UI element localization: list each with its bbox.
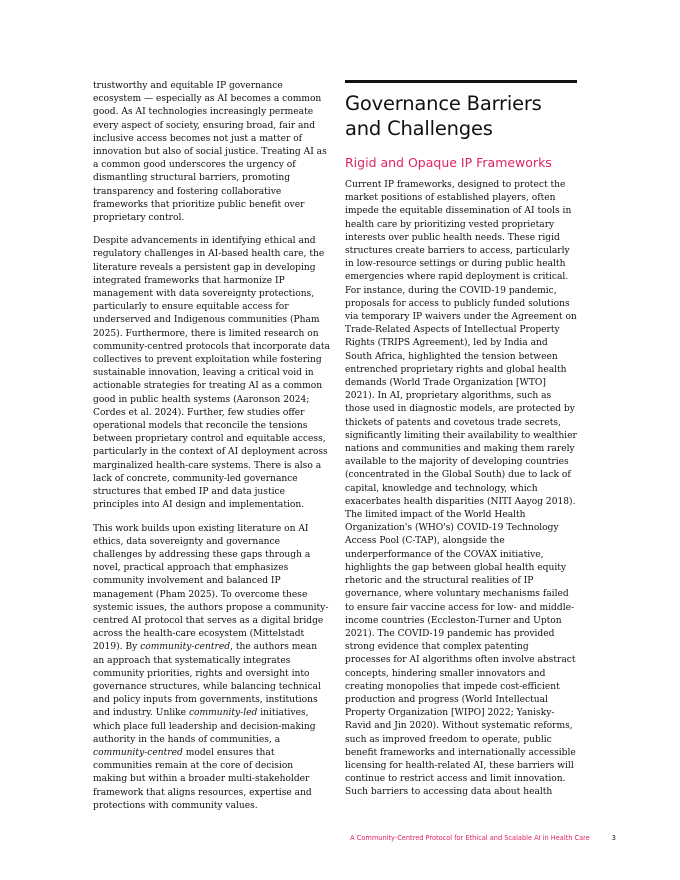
left-paragraph-3-part-d: model ensures that communities remain at the core of decision making but within a broader multi-stakeholder framework that aligns resources, expertise and protections with community values. (93, 747, 312, 811)
section-title: Governance Barriers and Challenges (345, 92, 542, 140)
section-rule (345, 80, 577, 83)
left-paragraph-2: Despite advancements in identifying ethical and regulatory challenges in AI-based health care, the literature reveals a persistent gap in developing integrated frameworks that harmonize IP management with data sovereignty protections, particularly to ensure equitable access for underserved and Indigenous communities (Pham 2025). Furthermore, there is limited research on community-centred protocols that incorporate data collectives to prevent exploitation while fostering sustainable innovation, leaving a critical void in actionable strategies for treating AI as a common good in public health systems (Aaronson 2024; Cordes et al. 2024). Further, few studies offer operational models that reconcile the tensions between proprietary control and equitable access, particularly in the context of AI deployment across marginalized health-care systems. There is also a lack of concrete, community-led governance structures that embed IP and data justice principles into AI design and implementation. (93, 236, 331, 511)
left-paragraph-3-part-a: This work builds upon existing literature on AI ethics, data sovereignty and governance challenges by addressing these gaps through a novel, practical approach that emphasizes community involvement and balanced IP management (Pham 2025). To overcome these systemic issues, the authors propose a community-centred AI protocol that serves as a digital bridge across the health-care ecosystem (Mittelstadt 2019). By (93, 523, 329, 653)
right-paragraph: Current IP frameworks, designed to protect the market positions of established players, often impede the equitable dissemination of AI tools in health care by prioritizing vested proprietary interests over public health needs. These rigid structures create barriers to access, particularly in low-resource settings or during public health emergencies where rapid deployment is critical. For instance, during the COVID-19 pandemic, proposals for access to publicly funded solutions via temporary IP waivers under the Agreement on Trade-Related Aspects of Intellectual Property Rights (TRIPS Agreement), led by India and South Africa, highlighted the tension between entrenched proprietary rights and global health demands (World Trade Organization [WTO] 2021). In AI, proprietary algorithms, such as those used in diagnostic models, are protected by thickets of patents and covetous trade secrets, significantly limiting their availability to wealthier nations and communities and making them rarely available to the majority of developing countries (concentrated in the Global South) due to lack of capital, knowledge and technology, which exacerbates health disparities (NITI Aayog 2018). The limited impact of the World Health Organization's (WHO's) COVID-19 Technology Access Pool (C-TAP), alongside the underperformance of the COVAX initiative, highlights the gap between global health equity rhetoric and the structural realities of IP governance, where voluntary mechanisms failed to ensure fair vaccine access for low- and middle-income countries (Eccleston-Turner and Upton 2021). The COVID-19 pandemic has provided strong evidence that complex patenting processes for AI algorithms often involve abstract concepts, hindering smaller innovators and creating monopolies that impede cost-efficient production and progress (World Intellectual Property Organization [WIPO] 2022; Yanisky-Ravid and Jin 2020). Without systematic reforms, such as improved freedom to operate, public benefit frameworks and internationally accessible licensing for health-related AI, these barriers will continue to restrict access and limit innovation. Such barriers to accessing data about health (345, 180, 577, 798)
left-paragraph-3-part-c: initiatives, which place full leadership and decision-making authority in the hands of communities, a (93, 708, 316, 745)
left-paragraph-3-part-b: , the authors mean an approach that systematically integrates community priorities, rights and oversight into governance structures, while balancing technical and policy inputs from governments, institutions and industry. Unlike (93, 642, 321, 719)
left-paragraph-1: trustworthy and equitable IP governance ecosystem — especially as AI becomes a common good. As AI technologies increasingly permeate every aspect of society, ensuring broad, fair and inclusive access becomes not just a matter of innovation but also of social justice. Treating AI as a common good underscores the urgency of dismantling structural barriers, promoting transparency and fostering collaborative frameworks that prioritize public benefit over proprietary control. (93, 81, 327, 224)
subsection-title: Rigid and Opaque IP Frameworks (345, 155, 552, 170)
running-title: A Community-Centred Protocol for Ethical and Scalable AI in Health Care (350, 834, 590, 842)
left-column (93, 80, 330, 813)
left-paragraph-3 (93, 523, 330, 813)
term-community-centred: community-centred (140, 642, 231, 653)
term-community-centred-2: community-centred (93, 747, 183, 758)
right-column (345, 80, 577, 800)
page-footer (350, 834, 616, 842)
term-community-led: community-led (188, 708, 258, 719)
page-number: 3 (611, 834, 616, 842)
